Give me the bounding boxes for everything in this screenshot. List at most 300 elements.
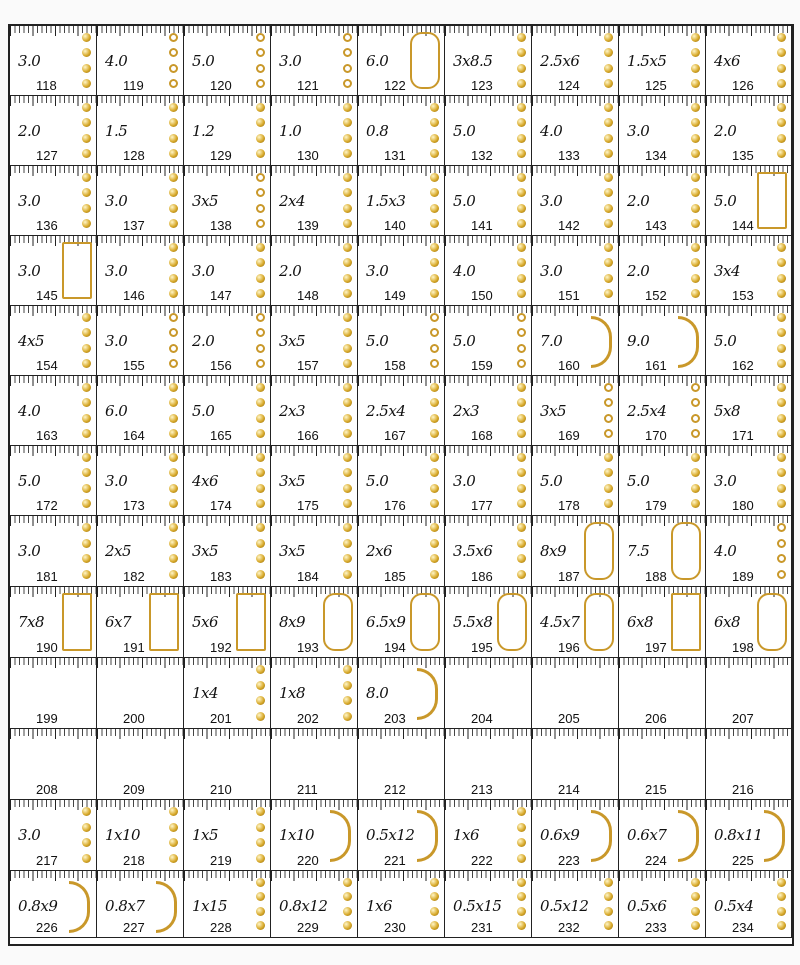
item-number: 149	[384, 288, 406, 303]
ruler-scale	[97, 658, 183, 665]
grid-cell	[10, 800, 97, 871]
grid-cell	[445, 871, 532, 938]
size-label: 3x5	[192, 192, 219, 210]
gold-stud-sample	[514, 450, 528, 511]
grid-cell	[706, 166, 792, 236]
item-number: 121	[297, 78, 319, 93]
gold-stud-sample	[514, 170, 528, 231]
stud-icon	[604, 33, 613, 42]
stud-icon	[169, 274, 178, 283]
stud-icon	[256, 712, 265, 721]
stud-icon	[343, 48, 352, 57]
item-number: 213	[471, 782, 493, 797]
item-number: 140	[384, 218, 406, 233]
grid-cell	[619, 236, 706, 306]
stud-icon	[691, 274, 700, 283]
size-label: 7.0	[540, 332, 563, 350]
stud-icon	[256, 258, 265, 267]
stud-icon	[169, 48, 178, 57]
stud-icon	[517, 539, 526, 548]
stud-icon	[691, 484, 700, 493]
size-label: 1x8	[279, 684, 306, 702]
size-label: 2x5	[105, 542, 132, 560]
grid-cell	[10, 729, 97, 800]
item-number: 146	[123, 288, 145, 303]
stud-icon	[777, 414, 786, 423]
stud-icon	[777, 258, 786, 267]
stud-icon	[517, 570, 526, 579]
stud-icon	[343, 484, 352, 493]
stud-icon	[256, 33, 265, 42]
gold-stud-sample	[427, 450, 441, 511]
size-label: 1x15	[192, 897, 228, 915]
stud-icon	[777, 328, 786, 337]
stud-icon	[82, 48, 91, 57]
size-label: 3.0	[366, 262, 389, 280]
stud-icon	[256, 219, 265, 228]
stud-icon	[777, 79, 786, 88]
stud-icon	[777, 289, 786, 298]
gold-stud-sample	[166, 100, 180, 161]
gold-stud-sample	[688, 450, 702, 511]
stud-icon	[777, 344, 786, 353]
item-number: 180	[732, 498, 754, 513]
gold-stud-sample	[340, 520, 354, 582]
item-number: 206	[645, 711, 667, 726]
item-number: 181	[36, 569, 58, 584]
item-number: 160	[558, 358, 580, 373]
stud-icon	[169, 383, 178, 392]
grid-cell	[184, 236, 271, 306]
gold-stud-sample	[79, 804, 93, 866]
grid-cell	[184, 800, 271, 871]
gold-frame-sample	[497, 593, 527, 651]
size-label: 1.5x5	[627, 52, 667, 70]
gold-stud-sample	[253, 310, 267, 371]
item-number: 123	[471, 78, 493, 93]
size-label: 3x5	[540, 402, 567, 420]
stud-icon	[517, 878, 526, 887]
item-number: 212	[384, 782, 406, 797]
item-number: 228	[210, 920, 232, 935]
stud-icon	[691, 33, 700, 42]
stud-icon	[256, 878, 265, 887]
gold-frame-sample	[62, 242, 92, 299]
grid-cell	[532, 306, 619, 376]
gold-stud-sample	[427, 380, 441, 441]
grid-cell	[532, 587, 619, 658]
size-label: 1.0	[279, 122, 302, 140]
stud-icon	[169, 243, 178, 252]
grid-cell	[532, 166, 619, 236]
gold-stud-sample	[79, 100, 93, 161]
grid-cell	[445, 800, 532, 871]
stud-icon	[777, 429, 786, 438]
stud-icon	[343, 118, 352, 127]
stud-icon	[82, 64, 91, 73]
item-number: 223	[558, 853, 580, 868]
stud-icon	[691, 149, 700, 158]
size-label: 8x9	[279, 613, 306, 631]
grid-cell	[706, 446, 792, 516]
size-label: 7x8	[18, 613, 45, 631]
gold-stud-sample	[253, 520, 267, 582]
stud-icon	[517, 807, 526, 816]
stud-icon	[604, 64, 613, 73]
stud-icon	[430, 118, 439, 127]
stud-icon	[604, 103, 613, 112]
item-number: 188	[645, 569, 667, 584]
grid-cell	[619, 376, 706, 446]
gold-stud-sample	[514, 240, 528, 301]
size-label: 4.0	[453, 262, 476, 280]
gold-stud-sample	[166, 520, 180, 582]
stud-icon	[430, 383, 439, 392]
grid-cell	[445, 26, 532, 96]
grid-cell	[184, 376, 271, 446]
gold-crescent-sample	[417, 810, 438, 862]
stud-icon	[343, 344, 352, 353]
item-number: 162	[732, 358, 754, 373]
grid-cell	[10, 376, 97, 446]
ruler-scale	[445, 729, 531, 736]
grid-cell	[619, 26, 706, 96]
ruler-scale	[706, 800, 791, 807]
stud-icon	[256, 79, 265, 88]
item-number: 233	[645, 920, 667, 935]
grid-cell	[619, 658, 706, 729]
item-number: 200	[123, 711, 145, 726]
stud-icon	[691, 383, 700, 392]
grid-cell	[706, 236, 792, 306]
ruler-scale	[358, 729, 444, 736]
stud-icon	[691, 289, 700, 298]
stud-icon	[430, 453, 439, 462]
size-label: 1x6	[453, 826, 480, 844]
item-number: 158	[384, 358, 406, 373]
stud-icon	[517, 64, 526, 73]
item-number: 182	[123, 569, 145, 584]
gold-stud-sample	[253, 450, 267, 511]
item-number: 193	[297, 640, 319, 655]
stud-icon	[517, 523, 526, 532]
stud-icon	[430, 173, 439, 182]
item-number: 207	[732, 711, 754, 726]
stud-icon	[517, 484, 526, 493]
grid-cell	[445, 658, 532, 729]
stud-icon	[169, 258, 178, 267]
gold-stud-sample	[340, 875, 354, 933]
stud-icon	[82, 328, 91, 337]
size-label: 2x3	[279, 402, 306, 420]
gold-crescent-sample	[69, 881, 90, 933]
stud-icon	[82, 539, 91, 548]
item-number: 216	[732, 782, 754, 797]
stud-icon	[691, 907, 700, 916]
gold-stud-sample	[774, 30, 788, 91]
item-number: 194	[384, 640, 406, 655]
stud-icon	[604, 484, 613, 493]
stud-icon	[517, 554, 526, 563]
gold-frame-sample	[323, 593, 353, 651]
stud-icon	[777, 274, 786, 283]
stud-icon	[82, 554, 91, 563]
gold-stud-sample	[688, 170, 702, 231]
stud-icon	[169, 854, 178, 863]
gold-stud-sample	[79, 380, 93, 441]
item-number: 153	[732, 288, 754, 303]
stud-icon	[343, 258, 352, 267]
gold-stud-sample	[514, 804, 528, 866]
stud-icon	[777, 921, 786, 930]
item-number: 197	[645, 640, 667, 655]
item-number: 199	[36, 711, 58, 726]
grid-cell	[10, 658, 97, 729]
grid-cell	[271, 729, 358, 800]
stud-icon	[256, 665, 265, 674]
grid-cell	[532, 26, 619, 96]
size-label: 5.0	[192, 402, 215, 420]
grid-cell	[97, 376, 184, 446]
item-number: 184	[297, 569, 319, 584]
gold-stud-sample	[253, 875, 267, 933]
stud-icon	[82, 103, 91, 112]
stud-icon	[169, 484, 178, 493]
stud-icon	[343, 149, 352, 158]
gold-crescent-sample	[764, 810, 785, 862]
stud-icon	[256, 188, 265, 197]
gold-frame-sample	[757, 593, 787, 651]
stud-icon	[343, 523, 352, 532]
stud-icon	[517, 289, 526, 298]
gold-stud-sample	[79, 30, 93, 91]
stud-icon	[169, 33, 178, 42]
stud-icon	[343, 79, 352, 88]
stud-icon	[777, 103, 786, 112]
stud-icon	[82, 219, 91, 228]
stud-icon	[517, 33, 526, 42]
gold-stud-sample	[253, 662, 267, 724]
stud-icon	[256, 921, 265, 930]
stud-icon	[169, 344, 178, 353]
item-number: 208	[36, 782, 58, 797]
stud-icon	[343, 33, 352, 42]
size-label: 4x5	[18, 332, 45, 350]
item-number: 174	[210, 498, 232, 513]
stud-icon	[517, 103, 526, 112]
grid-cell	[445, 587, 532, 658]
stud-icon	[517, 188, 526, 197]
size-label: 3.0	[192, 262, 215, 280]
stud-icon	[343, 188, 352, 197]
size-label: 5x8	[714, 402, 741, 420]
size-label: 5.0	[366, 332, 389, 350]
stud-icon	[430, 570, 439, 579]
stud-icon	[256, 570, 265, 579]
stud-icon	[604, 453, 613, 462]
grid-cell	[532, 516, 619, 587]
stud-icon	[343, 499, 352, 508]
gold-stud-sample	[774, 310, 788, 371]
ruler-scale	[532, 306, 618, 313]
gold-stud-sample	[514, 310, 528, 371]
item-number: 138	[210, 218, 232, 233]
grid-cell	[271, 166, 358, 236]
item-number: 154	[36, 358, 58, 373]
item-number: 128	[123, 148, 145, 163]
item-number: 161	[645, 358, 667, 373]
grid-cell	[271, 800, 358, 871]
stud-icon	[256, 681, 265, 690]
stud-icon	[517, 313, 526, 322]
size-label: 6x7	[105, 613, 132, 631]
stud-icon	[430, 499, 439, 508]
size-label: 4.0	[105, 52, 128, 70]
grid-cell	[10, 306, 97, 376]
stud-icon	[169, 838, 178, 847]
grid-cell	[10, 166, 97, 236]
item-number: 172	[36, 498, 58, 513]
stud-icon	[517, 243, 526, 252]
stud-icon	[82, 204, 91, 213]
grid-cell	[184, 446, 271, 516]
item-number: 143	[645, 218, 667, 233]
stud-icon	[256, 554, 265, 563]
item-number: 176	[384, 498, 406, 513]
stud-icon	[777, 134, 786, 143]
size-label: 1x10	[105, 826, 141, 844]
stud-icon	[430, 907, 439, 916]
gold-stud-sample	[427, 875, 441, 933]
stud-icon	[169, 64, 178, 73]
size-label: 2.5x6	[540, 52, 580, 70]
gold-stud-sample	[601, 875, 615, 933]
stud-icon	[691, 188, 700, 197]
grid-cell	[10, 587, 97, 658]
gold-stud-sample	[688, 240, 702, 301]
size-label: 5.0	[714, 332, 737, 350]
grid-cell	[10, 236, 97, 306]
stud-icon	[343, 64, 352, 73]
size-label: 3.0	[714, 472, 737, 490]
ruler-scale	[619, 800, 705, 807]
stud-icon	[777, 33, 786, 42]
gold-stud-sample	[79, 310, 93, 371]
ruler-scale	[97, 729, 183, 736]
stud-icon	[604, 892, 613, 901]
stud-icon	[430, 484, 439, 493]
gold-stud-sample	[340, 170, 354, 231]
stud-icon	[169, 807, 178, 816]
size-label: 0.8x9	[18, 897, 58, 915]
gold-stud-sample	[166, 450, 180, 511]
stud-icon	[777, 398, 786, 407]
size-label: 1.2	[192, 122, 215, 140]
stud-icon	[430, 289, 439, 298]
stud-icon	[604, 921, 613, 930]
stud-icon	[343, 712, 352, 721]
size-label: 5.0	[453, 332, 476, 350]
size-label: 2.0	[279, 262, 302, 280]
stud-icon	[169, 823, 178, 832]
stud-icon	[343, 313, 352, 322]
stud-icon	[604, 414, 613, 423]
stud-icon	[517, 219, 526, 228]
stud-icon	[604, 274, 613, 283]
size-label: 3.0	[18, 542, 41, 560]
grid-cell	[358, 376, 445, 446]
stud-icon	[517, 383, 526, 392]
gold-crescent-sample	[591, 810, 612, 862]
item-number: 192	[210, 640, 232, 655]
grid-cell	[445, 166, 532, 236]
stud-icon	[430, 429, 439, 438]
stud-icon	[169, 359, 178, 368]
grid-cell	[97, 26, 184, 96]
grid-cell	[271, 871, 358, 938]
item-number: 159	[471, 358, 493, 373]
stud-icon	[256, 344, 265, 353]
grid-cell	[97, 96, 184, 166]
stud-icon	[343, 103, 352, 112]
grid-cell	[97, 166, 184, 236]
stud-icon	[169, 328, 178, 337]
size-label: 8x9	[540, 542, 567, 560]
stud-icon	[169, 313, 178, 322]
gold-crescent-sample	[417, 668, 438, 720]
stud-icon	[256, 523, 265, 532]
item-number: 211	[297, 782, 318, 797]
item-number: 133	[558, 148, 580, 163]
item-number: 155	[123, 358, 145, 373]
stud-icon	[169, 79, 178, 88]
size-label: 0.5x12	[366, 826, 415, 844]
stud-icon	[343, 453, 352, 462]
size-label: 0.6x7	[627, 826, 667, 844]
size-label: 0.8x11	[714, 826, 763, 844]
stud-icon	[343, 570, 352, 579]
stud-icon	[82, 429, 91, 438]
stud-icon	[82, 854, 91, 863]
stud-icon	[430, 204, 439, 213]
item-number: 165	[210, 428, 232, 443]
grid-cell	[10, 26, 97, 96]
ruler-scale	[271, 729, 357, 736]
stud-icon	[169, 570, 178, 579]
gold-stud-sample	[166, 170, 180, 231]
stud-icon	[169, 118, 178, 127]
stud-icon	[604, 188, 613, 197]
size-label: 2.5x4	[627, 402, 667, 420]
item-number: 150	[471, 288, 493, 303]
stud-icon	[604, 219, 613, 228]
size-label: 3.0	[18, 826, 41, 844]
item-number: 166	[297, 428, 319, 443]
grid-cell	[358, 26, 445, 96]
gold-stud-sample	[253, 240, 267, 301]
size-label: 3x8.5	[453, 52, 493, 70]
stud-icon	[343, 681, 352, 690]
grid-cell	[532, 376, 619, 446]
item-number: 220	[297, 853, 319, 868]
stud-icon	[777, 499, 786, 508]
stud-icon	[430, 219, 439, 228]
stud-icon	[691, 48, 700, 57]
item-number: 183	[210, 569, 232, 584]
gold-stud-sample	[340, 662, 354, 724]
stud-icon	[691, 453, 700, 462]
stud-icon	[691, 499, 700, 508]
